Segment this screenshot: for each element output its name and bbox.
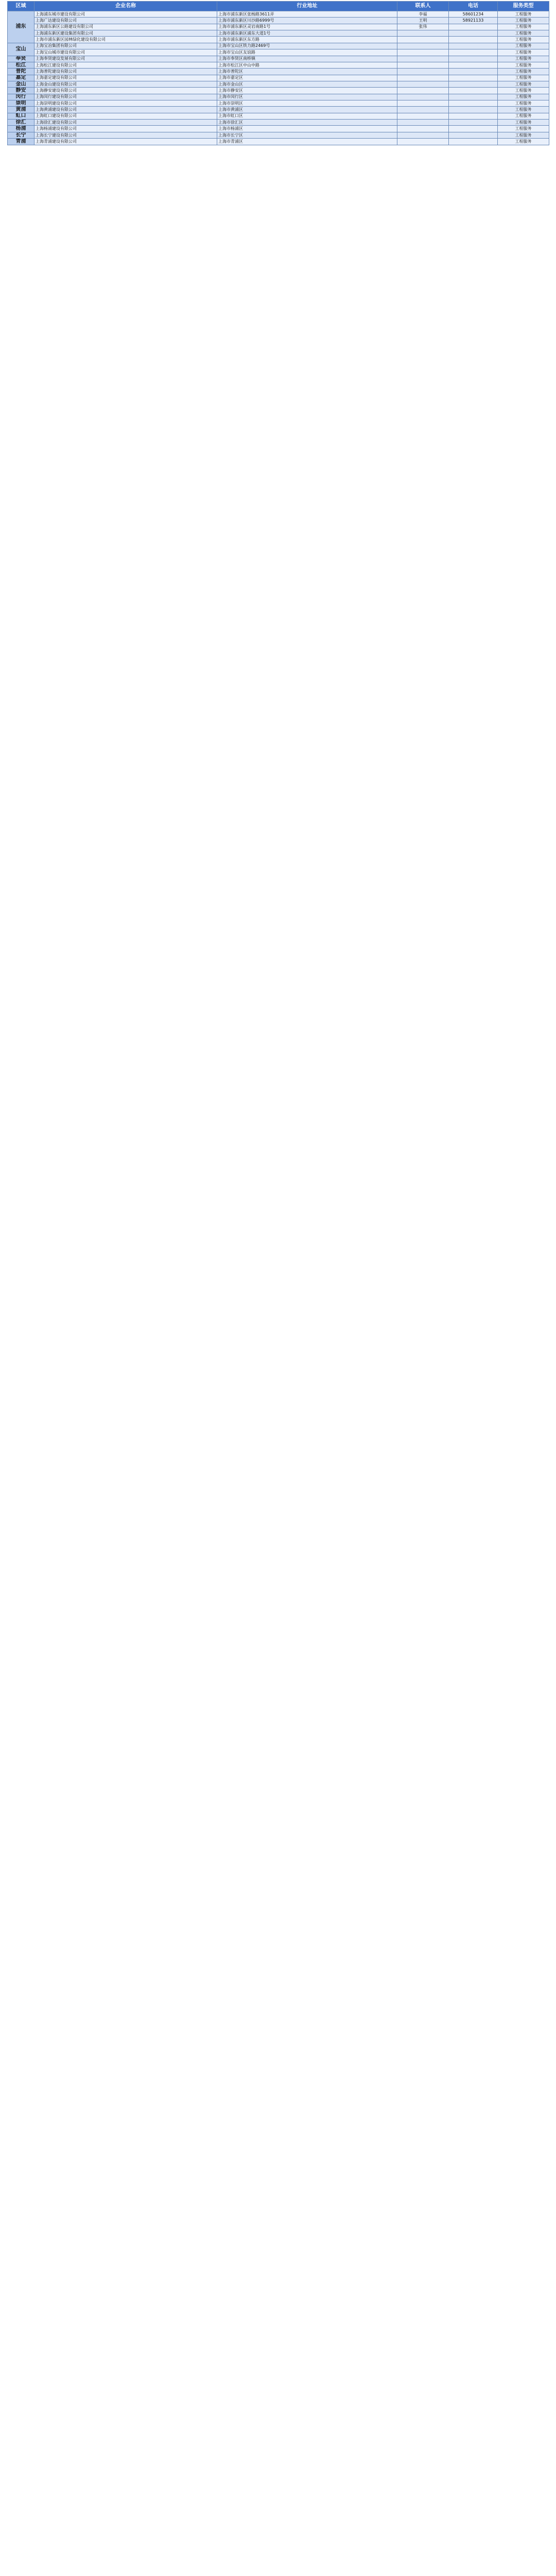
phone-cell: 58601234 xyxy=(449,11,498,18)
company-name-cell: 上海普陀建设有限公司 xyxy=(34,69,217,75)
header-service-type: 服务类型 xyxy=(498,2,549,11)
address-cell: 上海市金山区 xyxy=(217,81,397,87)
phone-cell xyxy=(449,132,498,138)
service-type-cell: 工程服务 xyxy=(498,126,549,132)
company-name-cell: 上海松江建设有限公司 xyxy=(34,62,217,68)
address-cell: 上海市黄浦区 xyxy=(217,107,397,113)
service-type-cell: 工程服务 xyxy=(498,75,549,81)
table-row xyxy=(8,94,549,100)
service-type-cell: 工程服务 xyxy=(498,43,549,49)
phone-cell xyxy=(449,30,498,37)
phone-cell: 58921133 xyxy=(449,18,498,24)
phone-cell xyxy=(449,100,498,107)
phone-cell xyxy=(449,24,498,30)
header-district: 区域 xyxy=(8,2,34,11)
company-name-cell: 上海浦东城市建设有限公司 xyxy=(34,11,217,18)
contact-cell: 张伟 xyxy=(397,24,449,30)
service-type-cell: 工程服务 xyxy=(498,132,549,138)
company-name-cell: 上海崇明建设有限公司 xyxy=(34,100,217,107)
service-type-cell: 工程服务 xyxy=(498,88,549,94)
table-row xyxy=(8,62,549,68)
service-type-cell: 工程服务 xyxy=(498,30,549,37)
contact-cell xyxy=(397,37,449,43)
table-row xyxy=(8,100,549,107)
contact-cell xyxy=(397,75,449,81)
district-cell: 奉贤 xyxy=(8,56,34,62)
phone-cell xyxy=(449,62,498,68)
contact-cell xyxy=(397,88,449,94)
district-cell: 黄浦 xyxy=(8,107,34,113)
service-type-cell: 工程服务 xyxy=(498,11,549,18)
district-cell: 崇明 xyxy=(8,100,34,107)
contact-cell xyxy=(397,132,449,138)
company-name-cell: 上海虹口建设有限公司 xyxy=(34,113,217,119)
address-cell: 上海市嘉定区 xyxy=(217,75,397,81)
district-cell: 杨浦 xyxy=(8,126,34,132)
company-name-cell: 上海青浦建设有限公司 xyxy=(34,139,217,145)
address-cell: 上海市青浦区 xyxy=(217,139,397,145)
contact-cell xyxy=(397,69,449,75)
district-cell: 浦东 xyxy=(8,11,34,43)
company-name-cell: 上海嘉定建设有限公司 xyxy=(34,75,217,81)
service-type-cell: 工程服务 xyxy=(498,49,549,56)
company-name-cell: 上海宝冶集团有限公司 xyxy=(34,43,217,49)
address-cell: 上海市普陀区 xyxy=(217,69,397,75)
header-phone: 电话 xyxy=(449,2,498,11)
address-cell: 上海市浦东新区浦东大道1号 xyxy=(217,30,397,37)
phone-cell xyxy=(449,94,498,100)
contact-cell: 王明 xyxy=(397,18,449,24)
contact-cell xyxy=(397,30,449,37)
phone-cell xyxy=(449,139,498,145)
phone-cell xyxy=(449,43,498,49)
service-type-cell: 工程服务 xyxy=(498,81,549,87)
table-row xyxy=(8,132,549,138)
district-cell: 嘉定 xyxy=(8,75,34,81)
table-row xyxy=(8,49,549,56)
phone-cell xyxy=(449,88,498,94)
service-type-cell: 工程服务 xyxy=(498,69,549,75)
company-name-cell: 上海金山建设有限公司 xyxy=(34,81,217,87)
address-cell: 上海市奉贤区南桥镇 xyxy=(217,56,397,62)
phone-cell xyxy=(449,49,498,56)
district-cell: 徐汇 xyxy=(8,120,34,126)
header-contact: 联系人 xyxy=(397,2,449,11)
header-company: 企业名称 xyxy=(34,2,217,11)
table-row xyxy=(8,107,549,113)
phone-cell xyxy=(449,113,498,119)
contact-cell xyxy=(397,81,449,87)
table-row xyxy=(8,81,549,87)
header-row xyxy=(8,2,549,11)
district-cell: 长宁 xyxy=(8,132,34,138)
company-name-cell: 上海广达建设有限公司 xyxy=(34,18,217,24)
service-type-cell: 工程服务 xyxy=(498,62,549,68)
contact-cell xyxy=(397,139,449,145)
phone-cell xyxy=(449,37,498,43)
phone-cell xyxy=(449,75,498,81)
company-name-cell: 上海长宁建设有限公司 xyxy=(34,132,217,138)
phone-cell xyxy=(449,120,498,126)
contact-cell xyxy=(397,94,449,100)
table-row xyxy=(8,30,549,37)
address-cell: 上海市静安区 xyxy=(217,88,397,94)
table-row xyxy=(8,69,549,75)
company-name-cell: 上海杨浦建设有限公司 xyxy=(34,126,217,132)
table-row xyxy=(8,37,549,43)
enterprise-table xyxy=(7,1,549,145)
table-row xyxy=(8,56,549,62)
address-cell: 上海市虹口区 xyxy=(217,113,397,119)
service-type-cell: 工程服务 xyxy=(498,24,549,30)
phone-cell xyxy=(449,107,498,113)
contact-cell xyxy=(397,120,449,126)
service-type-cell: 工程服务 xyxy=(498,120,549,126)
district-cell: 普陀 xyxy=(8,69,34,75)
contact-cell xyxy=(397,107,449,113)
table-row xyxy=(8,113,549,119)
table-row xyxy=(8,11,549,18)
district-cell: 松江 xyxy=(8,62,34,68)
contact-cell xyxy=(397,113,449,119)
district-cell: 宝山 xyxy=(8,43,34,56)
service-type-cell: 工程服务 xyxy=(498,107,549,113)
phone-cell xyxy=(449,56,498,62)
service-type-cell: 工程服务 xyxy=(498,139,549,145)
table-row xyxy=(8,126,549,132)
phone-cell xyxy=(449,69,498,75)
company-name-cell: 上海闵行建设有限公司 xyxy=(34,94,217,100)
company-name-cell: 上海奉贤建设发展有限公司 xyxy=(34,56,217,62)
table-row xyxy=(8,120,549,126)
table-row xyxy=(8,43,549,49)
company-name-cell: 上海静安建设有限公司 xyxy=(34,88,217,94)
district-cell: 静安 xyxy=(8,88,34,94)
address-cell: 上海市长宁区 xyxy=(217,132,397,138)
company-name-cell: 上海宝山城市建设有限公司 xyxy=(34,49,217,56)
service-type-cell: 工程服务 xyxy=(498,113,549,119)
service-type-cell: 工程服务 xyxy=(498,18,549,24)
company-name-cell: 上海浦东新区公路建设有限公司 xyxy=(34,24,217,30)
table-header xyxy=(8,2,549,11)
district-cell: 虹口 xyxy=(8,113,34,119)
address-cell: 上海市杨浦区 xyxy=(217,126,397,132)
contact-cell xyxy=(397,56,449,62)
table-row xyxy=(8,75,549,81)
table-row xyxy=(8,18,549,24)
company-name-cell: 上海徐汇建设有限公司 xyxy=(34,120,217,126)
company-name-cell: 上海黄浦建设有限公司 xyxy=(34,107,217,113)
address-cell: 上海市宝山区铁力路2469号 xyxy=(217,43,397,49)
service-type-cell: 工程服务 xyxy=(498,56,549,62)
address-cell: 上海市浦东新区张杨路3611弄 xyxy=(217,11,397,18)
company-name-cell: 上海浦东新区建设集团有限公司 xyxy=(34,30,217,37)
address-cell: 上海市浦东新区灵岩南路1号 xyxy=(217,24,397,30)
table-row xyxy=(8,139,549,145)
contact-cell: 李福 xyxy=(397,11,449,18)
table-row xyxy=(8,88,549,94)
address-cell: 上海市浦东新区东方路 xyxy=(217,37,397,43)
contact-cell xyxy=(397,126,449,132)
phone-cell xyxy=(449,126,498,132)
address-cell: 上海市松江区中山中路 xyxy=(217,62,397,68)
contact-cell xyxy=(397,100,449,107)
address-cell: 上海市宝山区友谊路 xyxy=(217,49,397,56)
company-name-cell: 上海市浦东新区园林绿化建设有限公司 xyxy=(34,37,217,43)
district-cell: 青浦 xyxy=(8,139,34,145)
service-type-cell: 工程服务 xyxy=(498,94,549,100)
address-cell: 上海市徐汇区 xyxy=(217,120,397,126)
table-row xyxy=(8,24,549,30)
address-cell: 上海市崇明区 xyxy=(217,100,397,107)
contact-cell xyxy=(397,43,449,49)
phone-cell xyxy=(449,81,498,87)
service-type-cell: 工程服务 xyxy=(498,37,549,43)
district-cell: 闵行 xyxy=(8,94,34,100)
service-type-cell: 工程服务 xyxy=(498,100,549,107)
table-body xyxy=(8,11,549,145)
contact-cell xyxy=(397,62,449,68)
header-address: 行业地址 xyxy=(217,2,397,11)
contact-cell xyxy=(397,49,449,56)
address-cell: 上海市闵行区 xyxy=(217,94,397,100)
address-cell: 上海市浦东新区川沙路6999号 xyxy=(217,18,397,24)
district-cell: 金山 xyxy=(8,81,34,87)
